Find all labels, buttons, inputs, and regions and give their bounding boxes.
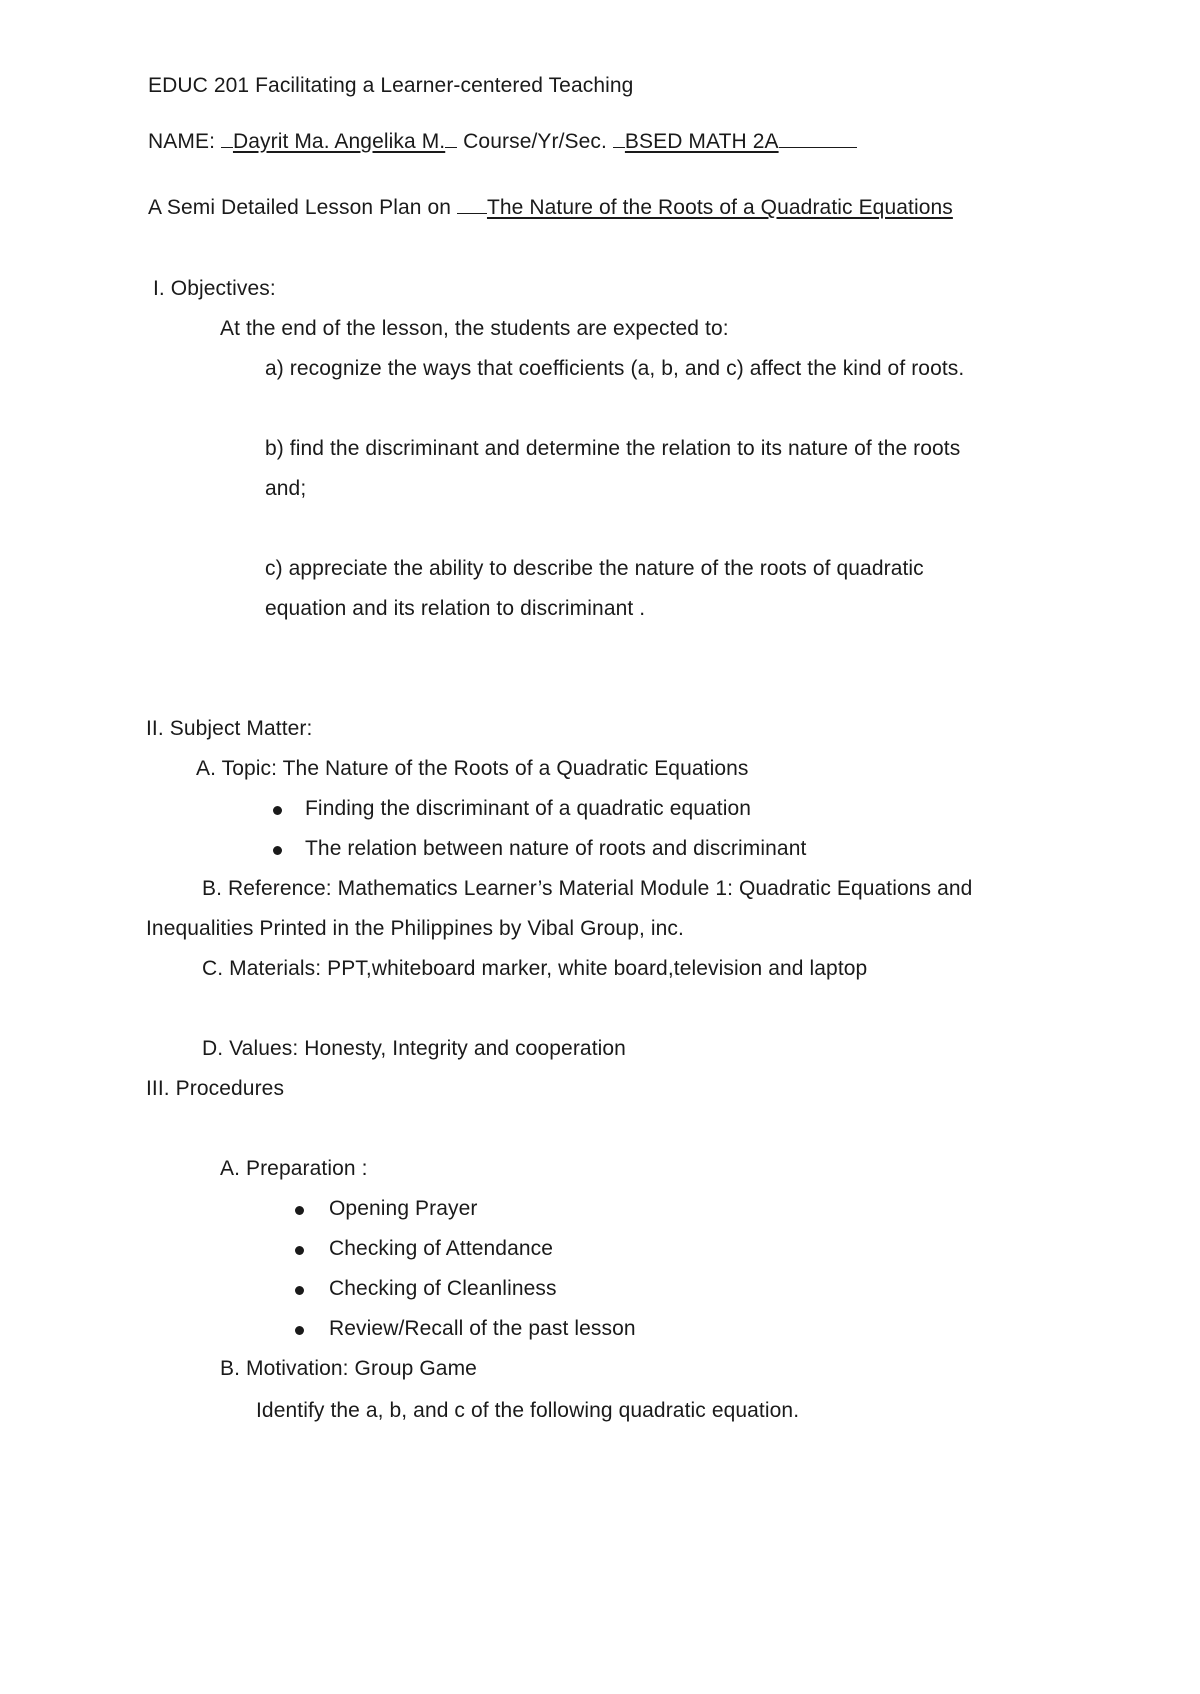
objective-a: a) recognize the ways that coefficients (a, b, and c) affect the kind of roots.	[265, 357, 965, 380]
course-title: EDUC 201 Facilitating a Learner-centered Teaching	[148, 74, 634, 97]
materials: C. Materials: PPT,whiteboard marker, white board,television and laptop	[202, 957, 868, 980]
objectives-heading: I. Objectives:	[153, 277, 276, 300]
objective-b-line1: b) find the discriminant and determine the relation to its nature of the roots	[265, 437, 961, 460]
bullet-icon	[295, 1326, 304, 1335]
preparation-bullet-3: Checking of Cleanliness	[329, 1277, 557, 1300]
bullet-icon	[273, 846, 282, 855]
motivation-text: Identify the a, b, and c of the following quadratic equation.	[256, 1399, 800, 1422]
name-course-line	[148, 129, 857, 155]
name-underline-lead	[221, 129, 233, 148]
preparation-bullet-2: Checking of Attendance	[329, 1237, 554, 1260]
subject-matter-heading: II. Subject Matter:	[146, 717, 313, 740]
plan-topic: The Nature of the Roots of a Quadratic Equations	[486, 196, 953, 219]
reference-line2: Inequalities Printed in the Philippines by Vibal Group, inc.	[146, 917, 684, 940]
course-label: Course/Yr/Sec.	[463, 130, 607, 153]
plan-prefix: A Semi Detailed Lesson Plan on	[148, 196, 452, 219]
topic-bullet-1: Finding the discriminant of a quadratic equation	[305, 797, 752, 820]
course-underline-lead	[613, 129, 625, 148]
motivation: B. Motivation: Group Game	[220, 1357, 477, 1380]
bullet-icon	[295, 1206, 304, 1215]
objectives-intro: At the end of the lesson, the students are expected to:	[220, 317, 729, 340]
name-value: Dayrit Ma. Angelika M.	[232, 130, 446, 153]
subject-topic: A. Topic: The Nature of the Roots of a Quadratic Equations	[196, 757, 749, 780]
values: D. Values: Honesty, Integrity and cooperation	[202, 1037, 626, 1060]
objective-b-line2: and;	[265, 477, 307, 500]
course-value: BSED MATH 2A	[624, 130, 779, 153]
preparation: A. Preparation :	[220, 1157, 368, 1180]
name-label: NAME:	[148, 130, 216, 153]
bullet-icon	[295, 1246, 304, 1255]
objective-c-line1: c) appreciate the ability to describe the nature of the roots of quadratic	[265, 557, 924, 580]
name-underline-trail	[445, 129, 457, 148]
plan-title-line	[148, 195, 953, 221]
bullet-icon	[273, 806, 282, 815]
preparation-bullet-4: Review/Recall of the past lesson	[329, 1317, 636, 1340]
procedures-heading: III. Procedures	[146, 1077, 285, 1100]
reference-line1: B. Reference: Mathematics Learner’s Material Module 1: Quadratic Equations and	[202, 877, 973, 900]
course-underline-trail	[779, 129, 857, 148]
preparation-bullet-1: Opening Prayer	[329, 1197, 478, 1220]
bullet-icon	[295, 1286, 304, 1295]
plan-underline-lead	[457, 195, 487, 214]
topic-bullet-2: The relation between nature of roots and discriminant	[305, 837, 807, 860]
objective-c-line2: equation and its relation to discriminant .	[265, 597, 646, 620]
